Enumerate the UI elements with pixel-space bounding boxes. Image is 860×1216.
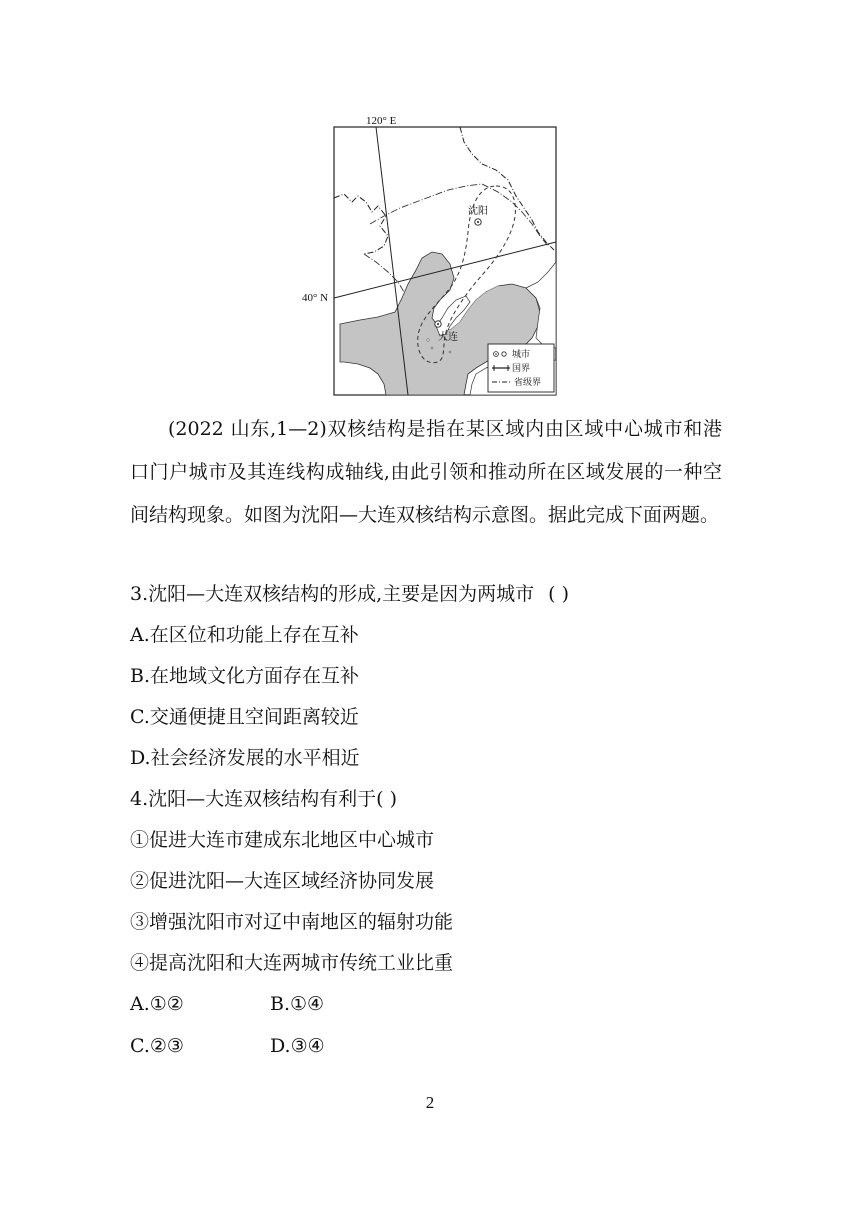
question-3-option-a: A.在区位和功能上存在互补 <box>130 624 359 646</box>
question-4-statement-4: ④提高沈阳和大连两城市传统工业比重 <box>130 952 454 974</box>
shenyang-dalian-map <box>300 112 562 398</box>
legend-provincial-border-label: 省级界 <box>514 378 542 388</box>
legend-city-label: 城市 <box>512 350 531 360</box>
question-4-option-b: B.①④ <box>270 993 325 1015</box>
question-4-statement-2: ②促进沈阳—大连区域经济协同发展 <box>130 870 435 892</box>
question-4-option-d: D.③④ <box>270 1035 325 1057</box>
question-3-answer-blank: ( ) <box>548 583 570 605</box>
map-figure <box>300 112 562 398</box>
page-number: 2 <box>425 1093 435 1112</box>
question-4-statement-1: ①促进大连市建成东北地区中心城市 <box>130 829 435 851</box>
latitude-label: 40° N <box>302 292 329 304</box>
dalian-label: 大连 <box>438 332 458 343</box>
question-3-text: 3.沈阳—大连双核结构的形成,主要是因为两城市 <box>130 583 535 605</box>
question-3-option-b: B.在地域文化方面存在互补 <box>130 665 360 687</box>
longitude-label: 120° E <box>366 115 397 127</box>
shenyang-label: 沈阳 <box>468 206 488 217</box>
question-4-stem: 4.沈阳—大连双核结构有利于( ) <box>130 788 397 810</box>
question-4-statement-3: ③增强沈阳市对辽中南地区的辐射功能 <box>130 911 454 933</box>
question-4-option-a: A.①② <box>130 993 184 1015</box>
legend-national-border-label: 国界 <box>512 364 531 374</box>
question-intro: (2022 山东,1—2)双核结构是指在某区域内由区域中心城市和港口门户城市及其连线构成轴线,由此引领和推动所在区域发展的一种空间结构现象。如图为沈阳—大连双核结构示意图。据此完成下面两题。 <box>130 418 722 526</box>
question-4-option-c: C.②③ <box>130 1035 184 1057</box>
question-3-stem <box>130 582 569 606</box>
question-3-option-d: D.社会经济发展的水平相近 <box>130 747 360 769</box>
question-3-option-c: C.交通便捷且空间距离较近 <box>130 706 359 728</box>
